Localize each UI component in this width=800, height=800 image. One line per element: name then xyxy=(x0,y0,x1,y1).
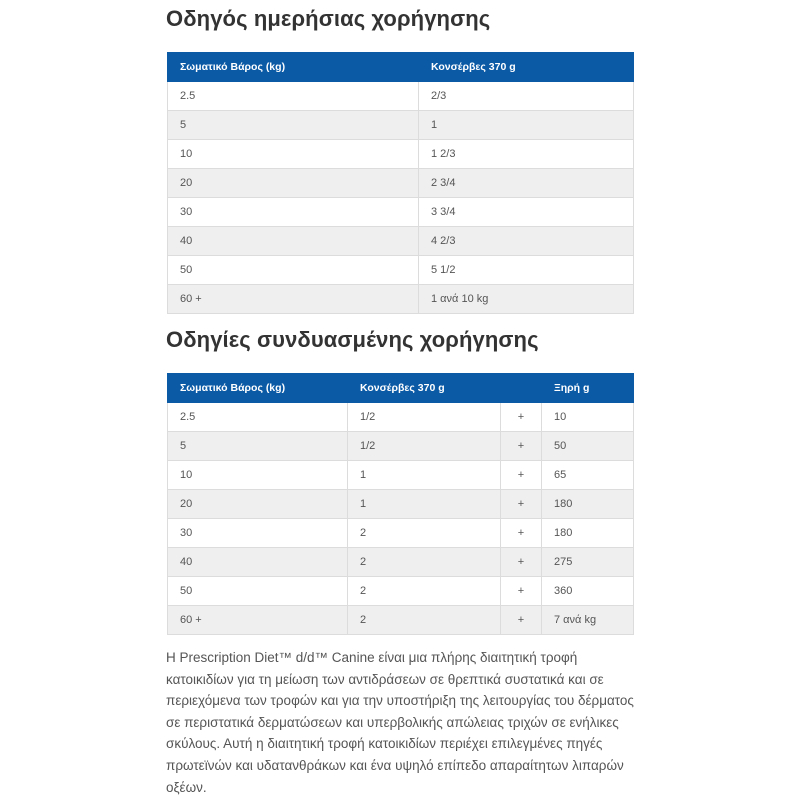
cans-cell: 5 1/2 xyxy=(419,256,634,285)
cans-cell: 2 xyxy=(348,548,501,577)
table-row xyxy=(168,490,634,519)
body-weight-cell: 10 xyxy=(168,461,348,490)
table-row xyxy=(168,461,634,490)
body-weight-cell: 50 xyxy=(168,256,419,285)
cans-cell: 1/2 xyxy=(348,432,501,461)
cans-cell: 2 xyxy=(348,577,501,606)
body-weight-cell: 60 + xyxy=(168,606,348,635)
dry-food-cell: 10 xyxy=(542,403,634,432)
body-weight-cell: 20 xyxy=(168,169,419,198)
table-row xyxy=(168,519,634,548)
body-weight-cell: 2.5 xyxy=(168,403,348,432)
table-row xyxy=(168,198,634,227)
table-row xyxy=(168,606,634,635)
column-header-body-weight: Σωματικό Βάρος (kg) xyxy=(168,374,348,403)
table-row xyxy=(168,256,634,285)
dry-food-cell: 360 xyxy=(542,577,634,606)
dry-food-cell: 7 ανά kg xyxy=(542,606,634,635)
column-header-cans: Κονσέρβες 370 g xyxy=(419,53,634,82)
body-weight-cell: 5 xyxy=(168,432,348,461)
column-header-cans: Κονσέρβες 370 g xyxy=(348,374,501,403)
dry-food-cell: 180 xyxy=(542,519,634,548)
cans-cell: 2/3 xyxy=(419,82,634,111)
table-row xyxy=(168,227,634,256)
column-header-dry-food: Ξηρή g xyxy=(542,374,634,403)
body-weight-cell: 60 + xyxy=(168,285,419,314)
cans-cell: 1/2 xyxy=(348,403,501,432)
plus-cell: + xyxy=(501,548,542,577)
dry-food-cell: 50 xyxy=(542,432,634,461)
body-weight-cell: 40 xyxy=(168,548,348,577)
product-description: Η Prescription Diet™ d/d™ Canine είναι μια πλήρης διαιτητική τροφή κατοικιδίων για τη μείωση των αντιδράσεων σε θρεπτικά συστατικά και σε περιεχόμενα των τροφών και για την υποστήριξη της λειτουργίας του δέρματος σε περιστατικά δερματώσεων και υπερβολικής απώλειας τριχών σε ενήλικες σκύλους. Αυτή η διαιτητική τροφή κατοικιδίων περιέχει επιλεγμένες πηγές πρωτεϊνών και υδατανθράκων και ένα υψηλό επίπεδο απαραίτητων λιπαρών οξέων. xyxy=(166,650,634,795)
dry-food-cell: 65 xyxy=(542,461,634,490)
table-header-row xyxy=(168,53,634,82)
cans-cell: 1 xyxy=(348,461,501,490)
cans-cell: 4 2/3 xyxy=(419,227,634,256)
cans-cell: 3 3/4 xyxy=(419,198,634,227)
plus-cell: + xyxy=(501,490,542,519)
table-row xyxy=(168,82,634,111)
mixed-feeding-table xyxy=(167,373,634,635)
cans-cell: 2 3/4 xyxy=(419,169,634,198)
cans-cell: 2 xyxy=(348,606,501,635)
cans-cell: 1 xyxy=(348,490,501,519)
body-weight-cell: 5 xyxy=(168,111,419,140)
table-row xyxy=(168,548,634,577)
mixed-feeding-title: Οδηγίες συνδυασμένης χορήγησης xyxy=(166,327,539,352)
table-row xyxy=(168,432,634,461)
plus-cell: + xyxy=(501,403,542,432)
column-header-plus xyxy=(501,374,542,403)
daily-feeding-table xyxy=(167,52,634,314)
dry-food-cell: 180 xyxy=(542,490,634,519)
plus-cell: + xyxy=(501,577,542,606)
table-row xyxy=(168,111,634,140)
plus-cell: + xyxy=(501,432,542,461)
body-weight-cell: 30 xyxy=(168,198,419,227)
table-header-row xyxy=(168,374,634,403)
table-row xyxy=(168,169,634,198)
body-weight-cell: 40 xyxy=(168,227,419,256)
cans-cell: 1 xyxy=(419,111,634,140)
column-header-body-weight: Σωματικό Βάρος (kg) xyxy=(168,53,419,82)
table-row xyxy=(168,140,634,169)
body-weight-cell: 30 xyxy=(168,519,348,548)
dry-food-cell: 275 xyxy=(542,548,634,577)
daily-feeding-title: Οδηγός ημερήσιας χορήγησης xyxy=(166,6,491,31)
cans-cell: 1 2/3 xyxy=(419,140,634,169)
body-weight-cell: 10 xyxy=(168,140,419,169)
cans-cell: 2 xyxy=(348,519,501,548)
plus-cell: + xyxy=(501,461,542,490)
body-weight-cell: 20 xyxy=(168,490,348,519)
table-row xyxy=(168,285,634,314)
table-row xyxy=(168,403,634,432)
cans-cell: 1 ανά 10 kg xyxy=(419,285,634,314)
table-row xyxy=(168,577,634,606)
plus-cell: + xyxy=(501,519,542,548)
body-weight-cell: 50 xyxy=(168,577,348,606)
body-weight-cell: 2.5 xyxy=(168,82,419,111)
plus-cell: + xyxy=(501,606,542,635)
